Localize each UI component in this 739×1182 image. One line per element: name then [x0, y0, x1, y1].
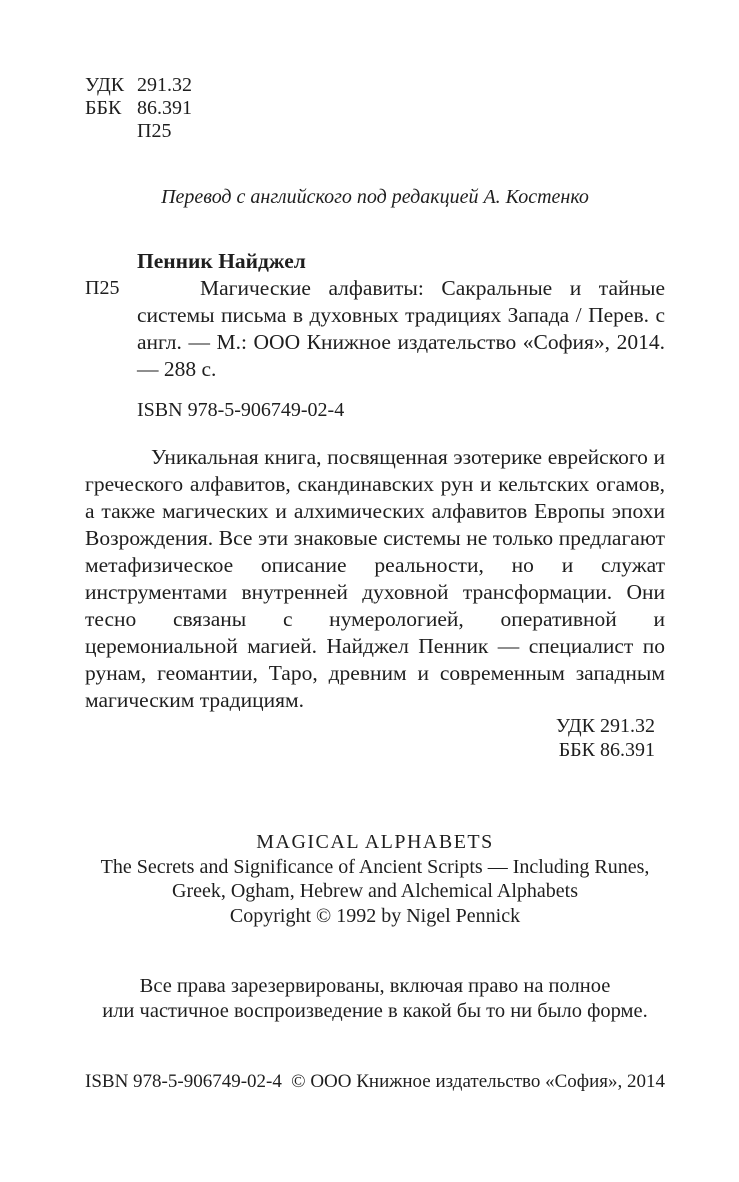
- original-title-block: [85, 830, 665, 928]
- bibliographic-codes-right: [85, 714, 665, 762]
- bibliographic-codes-top: [85, 74, 665, 143]
- bbk-label: ББК: [85, 97, 122, 119]
- author-sign-value: П25: [137, 120, 172, 142]
- bbk-value: 86.391: [137, 97, 192, 119]
- catalog-description: Магические алфавиты: Сакральные и тайные системы письма в духовных традициях Запада / Перев. с англ. — М.: ООО Книжное издательство «София», 2014. — 288 с.: [137, 276, 665, 381]
- udk-value: 291.32: [137, 74, 192, 96]
- original-copyright: Copyright © 1992 by Nigel Pennick: [229, 904, 521, 927]
- original-subtitle-line2: Greek, Ogham, Hebrew and Alchemical Alphabets: [172, 880, 578, 902]
- udk-label: УДК: [85, 74, 125, 96]
- footer-publisher-copyright: © ООО Книжное издательство «София», 2014: [291, 1071, 665, 1092]
- bbk-right: ББК 86.391: [558, 739, 655, 761]
- annotation-paragraph: Уникальная книга, посвященная эзотерике еврейского и греческого алфавитов, скандинавских рун и кельтских огамов, а также магических и алхимических алфавитов Европы эпохи Возрождения. Все эти знаковые системы не только предлагают метафизическое описание реальности, но и служат инструментами внутренней духовной трансформации. Они тесно связаны с нумерологией, оперативной и церемониальной магией. Найджел Пенник — специалист по рунам, геомантии, Таро, древним и современным западным магическим традициям.: [85, 445, 665, 712]
- catalog-author-sign: П25: [85, 277, 120, 299]
- author-sign-row: [85, 120, 665, 143]
- catalog-card: [85, 248, 665, 383]
- original-subtitle-line1: The Secrets and Significance of Ancient Scripts — Including Runes,: [100, 855, 650, 878]
- rights-line1: Все права зарезервированы, включая право на полное: [139, 975, 611, 997]
- footer-row: [85, 1070, 665, 1093]
- udk-row: [85, 74, 665, 97]
- rights-notice: [85, 974, 665, 1024]
- footer-isbn: ISBN 978-5-906749-02-4: [85, 1071, 282, 1092]
- translator-credit-line: Перевод с английского под редакцией А. Костенко: [161, 186, 589, 208]
- original-title: MAGICAL ALPHABETS: [256, 831, 494, 853]
- catalog-author: Пенник Найджел: [137, 249, 306, 273]
- udk-right: УДК 291.32: [555, 715, 655, 737]
- rights-line2: или частичное воспроизведение в какой бы то ни было форме.: [102, 1000, 648, 1022]
- author-sign-spacer: [85, 120, 137, 143]
- bbk-row: [85, 97, 665, 120]
- isbn-line: ISBN 978-5-906749-02-4: [137, 399, 345, 421]
